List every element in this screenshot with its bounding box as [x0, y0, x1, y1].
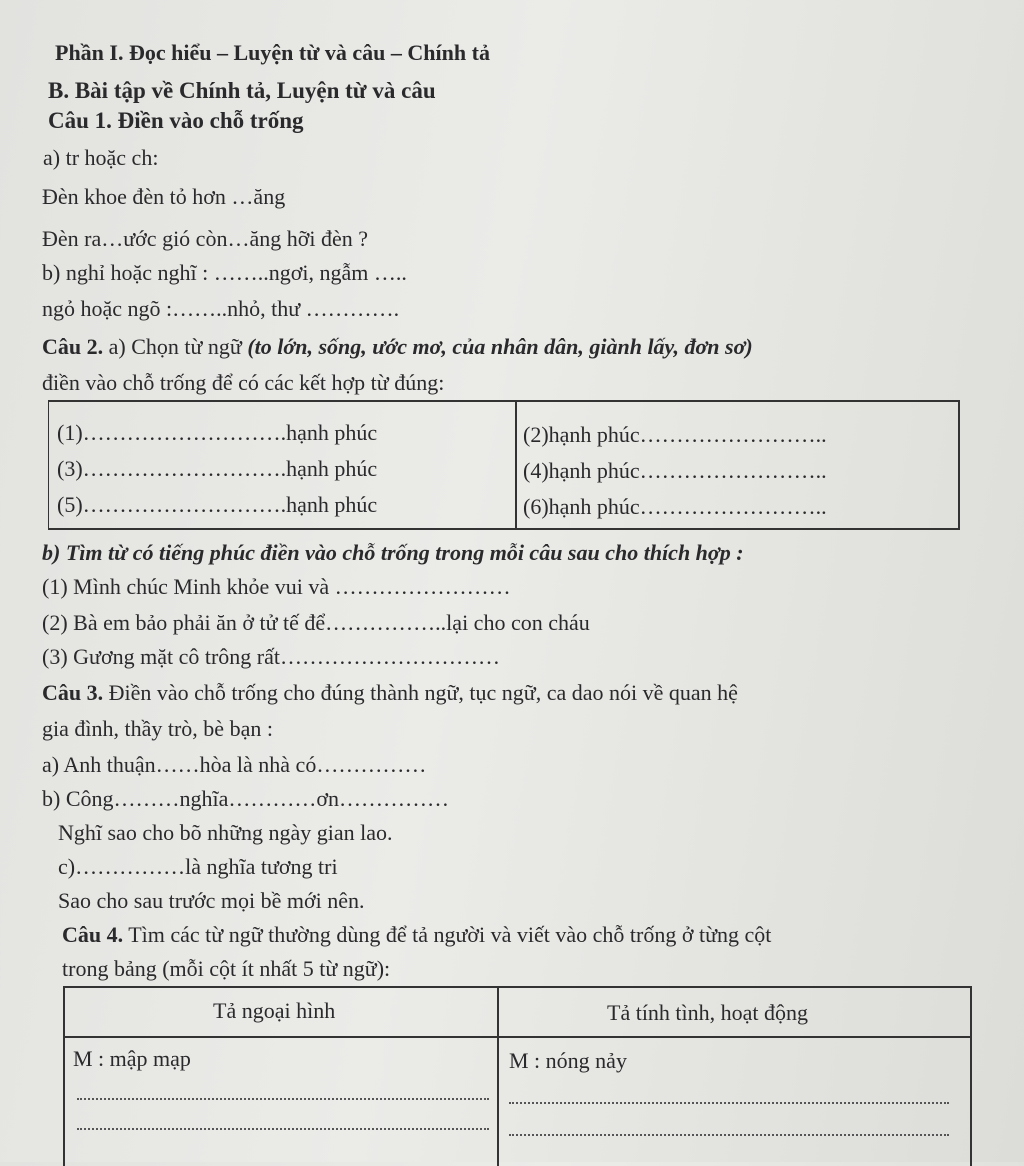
table-cell-1: (1)……………………….hạnh phúc	[57, 420, 378, 445]
q1-a-label: a) tr hoặc ch:	[43, 145, 159, 170]
q2-b-item-2: (2) Bà em bảo phải ăn ở tử tế để……………..lại cho con cháu	[42, 610, 590, 635]
table-cell-4: (4)hạnh phúc……………………..	[523, 458, 827, 483]
example-personality: M : nóng nảy	[509, 1048, 627, 1073]
q1-a-line1: Đèn khoe đèn tỏ hơn …ăng	[42, 184, 286, 209]
table-divider	[515, 402, 517, 528]
q4-description-table	[63, 986, 972, 1166]
q2-b-item-3: (3) Gương mặt cô trông rất…………………………	[42, 644, 500, 669]
q2-b-title: b) Tìm từ có tiếng phúc điền vào chỗ trống trong mỗi câu sau cho thích hợp :	[42, 540, 744, 565]
q1-b-line1: b) nghỉ hoặc nghĩ : ……..ngơi, ngẫm …..	[42, 260, 407, 285]
table-header-divider	[65, 1036, 970, 1038]
blank-line	[509, 1102, 949, 1104]
part-heading: Phần I. Đọc hiểu – Luyện từ và câu – Chính tả	[55, 40, 490, 65]
q2-title-line2: điền vào chỗ trống để có các kết hợp từ đúng:	[42, 370, 445, 395]
q1-title: Câu 1. Điền vào chỗ trống	[48, 108, 304, 133]
q4-title-label: Câu 4.	[62, 922, 124, 947]
blank-line	[509, 1134, 949, 1136]
q3-b: b) Công………nghĩa…………ơn……………	[42, 786, 450, 811]
q4-title-text: Tìm các từ ngữ thường dùng để tả người và viết vào chỗ trống ở từng cột	[123, 922, 772, 947]
table-header-personality: Tả tính tình, hoạt động	[607, 1000, 809, 1025]
table-cell-3: (3)……………………….hạnh phúc	[57, 456, 378, 481]
table-cell-5: (5)……………………….hạnh phúc	[57, 492, 378, 517]
q1-a-line2: Đèn ra…ước gió còn…ăng hỡi đèn ?	[42, 226, 368, 251]
section-b-heading: B. Bài tập về Chính tả, Luyện từ và câu	[48, 78, 436, 103]
q3-b-line2: Nghĩ sao cho bõ những ngày gian lao.	[58, 820, 393, 845]
q2-word-choices: (to lớn, sống, ước mơ, của nhân dân, giành lấy, đơn sơ)	[247, 334, 753, 359]
blank-line	[77, 1098, 489, 1100]
example-appearance: M : mập mạp	[73, 1046, 191, 1071]
q3-c: c)……………là nghĩa tương tri	[58, 854, 338, 879]
table-cell-6: (6)hạnh phúc……………………..	[523, 494, 827, 519]
blank-line	[77, 1128, 489, 1130]
table-header-appearance: Tả ngoại hình	[213, 998, 336, 1023]
q3-title-line2: gia đình, thầy trò, bè bạn :	[42, 716, 273, 741]
q2-title-label: Câu 2.	[42, 334, 104, 359]
q2-combination-table	[48, 400, 960, 530]
q3-title-text: Điền vào chỗ trống cho đúng thành ngữ, tục ngữ, ca dao nói về quan hệ	[103, 680, 738, 705]
q2-title	[42, 334, 753, 360]
q3-c-line2: Sao cho sau trước mọi bề mới nên.	[58, 888, 365, 913]
q2-b-item-1: (1) Mình chúc Minh khỏe vui và ……………………	[42, 574, 511, 599]
q2-title-text: a) Chọn từ ngữ	[103, 334, 248, 359]
table-column-divider	[497, 988, 499, 1166]
q3-title	[42, 680, 738, 706]
q1-b-line2: ngỏ hoặc ngõ :……..nhỏ, thư ………….	[42, 296, 400, 321]
q4-title	[62, 922, 771, 948]
q3-title-label: Câu 3.	[42, 680, 104, 705]
q4-title-line2: trong bảng (mỗi cột ít nhất 5 từ ngữ):	[62, 956, 391, 981]
q3-a: a) Anh thuận……hòa là nhà có……………	[42, 752, 427, 777]
table-cell-2: (2)hạnh phúc……………………..	[523, 422, 827, 447]
